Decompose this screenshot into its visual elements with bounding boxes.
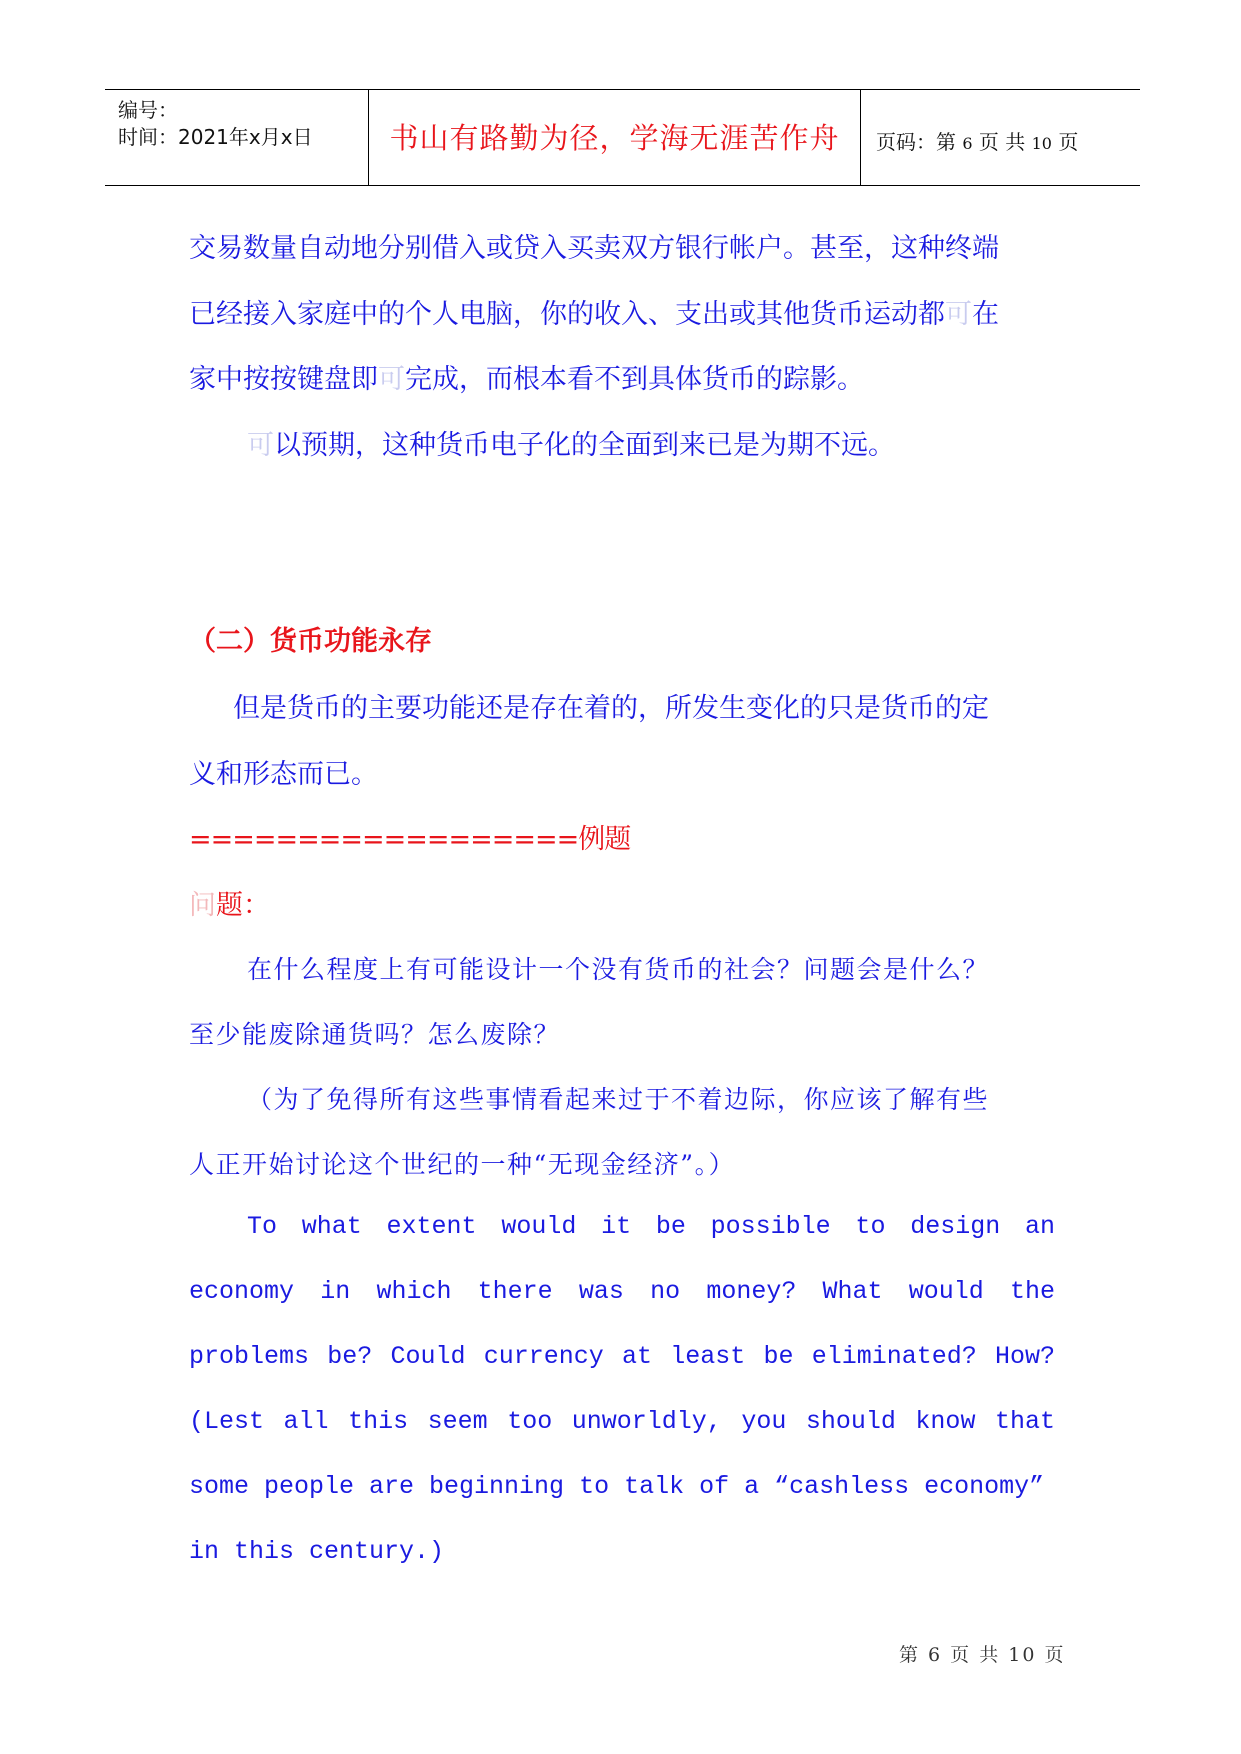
header-page-cell (861, 90, 1140, 185)
page-footer: 第 6 页 共 10 页 (899, 1644, 1066, 1666)
page-current: 6 (962, 134, 973, 153)
text-run: 家中按按键盘即 (189, 364, 378, 395)
page-total: 10 (1031, 134, 1052, 153)
paragraph-line: 义和形态而已。 (189, 759, 378, 790)
question-en-line: To what extent would it be possible to design an (247, 1212, 1055, 1241)
paragraph-line: 但是货币的主要功能还是存在着的，所发生变化的只是货币的定 (233, 693, 989, 724)
header-meta-cell (105, 90, 369, 185)
text-run: 题： (216, 890, 270, 921)
paragraph-line (189, 357, 864, 396)
paragraph-line (247, 423, 895, 462)
question-en-line: some people are beginning to talk of a “cashless economy” (189, 1472, 1045, 1501)
question-label (189, 883, 270, 922)
page-info-prefix: 页码：第 (876, 130, 956, 154)
page-header (105, 89, 1140, 186)
question-en-line: in this century.) (189, 1537, 445, 1566)
paragraph-line: 交易数量自动地分别借入或贷入买卖双方银行帐户。甚至，这种终端 (189, 233, 999, 264)
page-info-middle: 页 共 (978, 130, 1026, 154)
example-separator: ==================例题 (189, 824, 631, 855)
header-motto: 书山有路勤为径，学海无涯苦作舟 (389, 121, 840, 155)
document-time: 时间：2021年x月x日 (118, 125, 313, 149)
question-en-line: problems be? Could currency at least be eliminated? How? (189, 1342, 1055, 1371)
header-motto-cell (369, 90, 861, 185)
paragraph-line (189, 292, 999, 331)
text-run: 已经接入家庭中的个人电脑，你的收入、支出或其他货币运动都 (189, 299, 945, 330)
question-cn-line: 在什么程度上有可能设计一个没有货币的社会？问题会是什么？ (247, 955, 990, 984)
text-run: 完成，而根本看不到具体货币的踪影。 (405, 364, 864, 395)
ghost-character: 问 (189, 890, 216, 921)
question-cn-line: （为了免得所有这些事情看起来过于不着边际，你应该了解有些 (247, 1085, 990, 1114)
ghost-character: 可 (945, 299, 972, 330)
section-heading: （二）货币功能永存 (189, 626, 432, 657)
header-page-info (876, 126, 1078, 155)
document-number-label: 编号： (118, 98, 178, 122)
ghost-character: 可 (247, 430, 274, 461)
text-run: 在 (972, 299, 999, 330)
question-cn-line: 人正开始讨论这个世纪的一种“无现金经济”。） (189, 1150, 736, 1179)
question-cn-line: 至少能废除通货吗？怎么废除？ (189, 1020, 561, 1049)
question-en-line: economy in which there was no money? What would the (189, 1277, 1055, 1306)
text-run: 以预期，这种货币电子化的全面到来已是为期不远。 (274, 430, 895, 461)
ghost-character: 可 (378, 364, 405, 395)
page-info-suffix: 页 (1058, 130, 1079, 154)
question-en-line: (Lest all this seem too unworldly, you should know that (189, 1407, 1055, 1436)
